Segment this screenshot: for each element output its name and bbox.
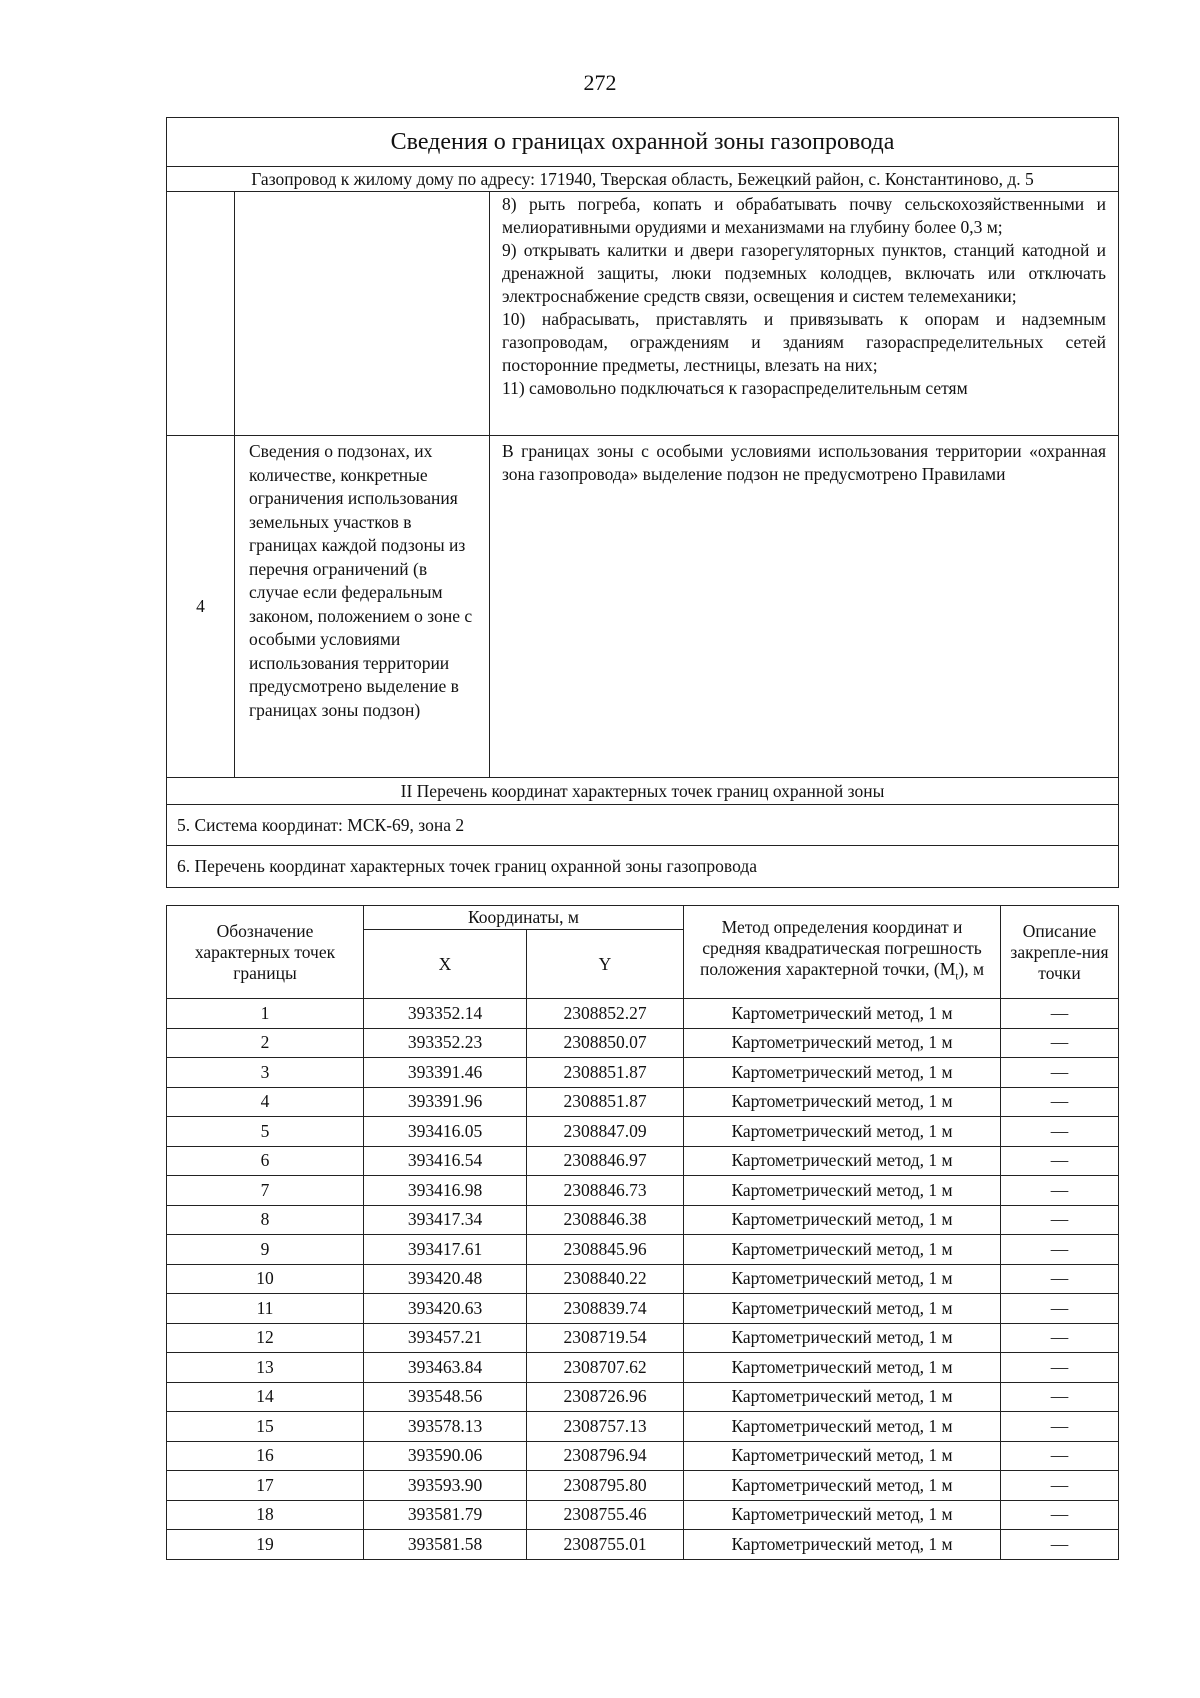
x-coordinate: 393416.98 bbox=[364, 1176, 527, 1206]
restrictions-row bbox=[167, 192, 1119, 436]
point-number: 6 bbox=[167, 1146, 364, 1176]
point-description: — bbox=[1001, 1471, 1119, 1501]
method-cell: Картометрический метод, 1 м bbox=[684, 999, 1001, 1029]
method-cell: Картометрический метод, 1 м bbox=[684, 1500, 1001, 1530]
method-cell: Картометрический метод, 1 м bbox=[684, 1205, 1001, 1235]
x-coordinate: 393416.05 bbox=[364, 1117, 527, 1147]
designation-header: Обозначение характерных точек границы bbox=[167, 906, 364, 999]
point-description: — bbox=[1001, 1441, 1119, 1471]
point-number: 10 bbox=[167, 1264, 364, 1294]
x-coordinate: 393420.63 bbox=[364, 1294, 527, 1324]
address-row bbox=[167, 167, 1119, 192]
restrictions-number-cell bbox=[167, 192, 235, 436]
x-coordinate: 393416.54 bbox=[364, 1146, 527, 1176]
point-number: 14 bbox=[167, 1382, 364, 1412]
method-cell: Картометрический метод, 1 м bbox=[684, 1235, 1001, 1265]
point-description: — bbox=[1001, 999, 1119, 1029]
table-row bbox=[167, 999, 1119, 1029]
point-number: 13 bbox=[167, 1353, 364, 1383]
y-coordinate: 2308851.87 bbox=[527, 1087, 684, 1117]
point-description: — bbox=[1001, 1235, 1119, 1265]
x-coordinate: 393581.79 bbox=[364, 1500, 527, 1530]
restriction-item: 10) набрасывать, приставлять и привязывать к опорам и надземным газопроводам, ограждениям и зданиям газораспределительных сетей посторонние предметы, лестницы, влезать на них; bbox=[502, 309, 1107, 375]
method-header-text-end: ), м bbox=[958, 958, 985, 979]
table-row bbox=[167, 1146, 1119, 1176]
method-cell: Картометрический метод, 1 м bbox=[684, 1176, 1001, 1206]
x-coordinate: 393457.21 bbox=[364, 1323, 527, 1353]
point-number: 12 bbox=[167, 1323, 364, 1353]
y-coordinate: 2308850.07 bbox=[527, 1028, 684, 1058]
method-cell: Картометрический метод, 1 м bbox=[684, 1087, 1001, 1117]
method-cell: Картометрический метод, 1 м bbox=[684, 1058, 1001, 1088]
point-number: 4 bbox=[167, 1087, 364, 1117]
point-description: — bbox=[1001, 1294, 1119, 1324]
point-number: 11 bbox=[167, 1294, 364, 1324]
subzones-label: Сведения о подзонах, их количестве, конкретные ограничения использования земельных участков в границах каждой подзоны из перечня ограничений (в случае если федеральным законом, положением о зоне с особыми условиями использования территории предусмотрено выделение в границах зоны подзон) bbox=[235, 436, 490, 778]
y-coordinate: 2308840.22 bbox=[527, 1264, 684, 1294]
y-coordinate: 2308726.96 bbox=[527, 1382, 684, 1412]
table-row bbox=[167, 1058, 1119, 1088]
point-description: — bbox=[1001, 1530, 1119, 1560]
page-number: 272 bbox=[583, 70, 617, 95]
point-number: 2 bbox=[167, 1028, 364, 1058]
y-coordinate: 2308795.80 bbox=[527, 1471, 684, 1501]
x-coordinate: 393417.34 bbox=[364, 1205, 527, 1235]
y-coordinate: 2308707.62 bbox=[527, 1353, 684, 1383]
x-header: X bbox=[364, 930, 527, 999]
y-coordinate: 2308846.97 bbox=[527, 1146, 684, 1176]
x-coordinate: 393352.23 bbox=[364, 1028, 527, 1058]
table-row bbox=[167, 1235, 1119, 1265]
method-cell: Картометрический метод, 1 м bbox=[684, 1530, 1001, 1560]
point-description: — bbox=[1001, 1353, 1119, 1383]
document-title: Сведения о границах охранной зоны газопровода bbox=[167, 118, 1119, 167]
method-cell: Картометрический метод, 1 м bbox=[684, 1028, 1001, 1058]
point-description: — bbox=[1001, 1205, 1119, 1235]
table-row bbox=[167, 1500, 1119, 1530]
method-cell: Картометрический метод, 1 м bbox=[684, 1353, 1001, 1383]
subzones-value: В границах зоны с особыми условиями использования территории «охранная зона газопровода» выделение подзон не предусмотрено Правилами bbox=[490, 436, 1119, 778]
method-cell: Картометрический метод, 1 м bbox=[684, 1382, 1001, 1412]
x-coordinate: 393578.13 bbox=[364, 1412, 527, 1442]
restriction-item: 11) самовольно подключаться к газораспределительным сетям bbox=[502, 378, 968, 398]
x-coordinate: 393593.90 bbox=[364, 1471, 527, 1501]
method-header bbox=[684, 906, 1001, 999]
y-coordinate: 2308755.01 bbox=[527, 1530, 684, 1560]
section-heading-row bbox=[167, 778, 1119, 805]
point-description: — bbox=[1001, 1146, 1119, 1176]
table-row bbox=[167, 1530, 1119, 1560]
table-row bbox=[167, 1205, 1119, 1235]
coordinate-system: 5. Система координат: МСК-69, зона 2 bbox=[167, 805, 1119, 846]
restrictions-label-cell bbox=[235, 192, 490, 436]
point-number: 18 bbox=[167, 1500, 364, 1530]
table-row bbox=[167, 1441, 1119, 1471]
coordinates-header: Координаты, м bbox=[364, 906, 684, 930]
point-description: — bbox=[1001, 1500, 1119, 1530]
point-number: 17 bbox=[167, 1471, 364, 1501]
table-row bbox=[167, 1176, 1119, 1206]
x-coordinate: 393463.84 bbox=[364, 1353, 527, 1383]
method-header-subscript: t bbox=[955, 970, 959, 983]
y-coordinate: 2308846.73 bbox=[527, 1176, 684, 1206]
point-number: 16 bbox=[167, 1441, 364, 1471]
x-coordinate: 393352.14 bbox=[364, 999, 527, 1029]
point-description: — bbox=[1001, 1058, 1119, 1088]
x-coordinate: 393391.96 bbox=[364, 1087, 527, 1117]
table-row bbox=[167, 1412, 1119, 1442]
method-cell: Картометрический метод, 1 м bbox=[684, 1146, 1001, 1176]
subzones-row bbox=[167, 436, 1119, 778]
table-row bbox=[167, 1294, 1119, 1324]
point-number: 7 bbox=[167, 1176, 364, 1206]
x-coordinate: 393420.48 bbox=[364, 1264, 527, 1294]
method-cell: Картометрический метод, 1 м bbox=[684, 1117, 1001, 1147]
method-header-text: Метод определения координат и средняя квадратическая погрешность положения характерной точки, (M bbox=[699, 916, 982, 979]
description-header: Описание закрепле-ния точки bbox=[1001, 906, 1119, 999]
x-coordinate: 393581.58 bbox=[364, 1530, 527, 1560]
coordinates-table-body bbox=[167, 999, 1119, 1560]
section-2-heading: II Перечень координат характерных точек границ охранной зоны bbox=[167, 778, 1119, 805]
point-description: — bbox=[1001, 1323, 1119, 1353]
point-number: 5 bbox=[167, 1117, 364, 1147]
y-coordinate: 2308839.74 bbox=[527, 1294, 684, 1324]
y-header: Y bbox=[527, 930, 684, 999]
coordinates-table bbox=[166, 905, 1119, 1560]
point-number: 15 bbox=[167, 1412, 364, 1442]
y-coordinate: 2308846.38 bbox=[527, 1205, 684, 1235]
method-cell: Картометрический метод, 1 м bbox=[684, 1323, 1001, 1353]
row-number: 4 bbox=[167, 436, 235, 778]
point-description: — bbox=[1001, 1382, 1119, 1412]
y-coordinate: 2308755.46 bbox=[527, 1500, 684, 1530]
point-number: 1 bbox=[167, 999, 364, 1029]
gas-pipeline-address: Газопровод к жилому дому по адресу: 171940, Тверская область, Бежецкий район, с. Константиново, д. 5 bbox=[167, 167, 1119, 192]
table-row bbox=[167, 1264, 1119, 1294]
points-heading-row bbox=[167, 846, 1119, 888]
title-row bbox=[167, 118, 1119, 167]
table-row bbox=[167, 1117, 1119, 1147]
point-description: — bbox=[1001, 1087, 1119, 1117]
method-cell: Картометрический метод, 1 м bbox=[684, 1441, 1001, 1471]
coord-system-row bbox=[167, 805, 1119, 846]
y-coordinate: 2308757.13 bbox=[527, 1412, 684, 1442]
point-description: — bbox=[1001, 1264, 1119, 1294]
zone-info-table bbox=[166, 117, 1119, 888]
table-row bbox=[167, 1471, 1119, 1501]
point-description: — bbox=[1001, 1176, 1119, 1206]
y-coordinate: 2308796.94 bbox=[527, 1441, 684, 1471]
point-description: — bbox=[1001, 1028, 1119, 1058]
x-coordinate: 393548.56 bbox=[364, 1382, 527, 1412]
table-row bbox=[167, 1353, 1119, 1383]
table-row bbox=[167, 1028, 1119, 1058]
y-coordinate: 2308845.96 bbox=[527, 1235, 684, 1265]
y-coordinate: 2308852.27 bbox=[527, 999, 684, 1029]
point-number: 8 bbox=[167, 1205, 364, 1235]
table-row bbox=[167, 1323, 1119, 1353]
method-cell: Картометрический метод, 1 м bbox=[684, 1264, 1001, 1294]
point-description: — bbox=[1001, 1412, 1119, 1442]
y-coordinate: 2308851.87 bbox=[527, 1058, 684, 1088]
x-coordinate: 393590.06 bbox=[364, 1441, 527, 1471]
x-coordinate: 393391.46 bbox=[364, 1058, 527, 1088]
table-row bbox=[167, 1087, 1119, 1117]
y-coordinate: 2308719.54 bbox=[527, 1323, 684, 1353]
coordinates-header-row bbox=[167, 906, 1119, 930]
point-number: 9 bbox=[167, 1235, 364, 1265]
restrictions-list bbox=[490, 192, 1119, 436]
points-list-heading: 6. Перечень координат характерных точек границ охранной зоны газопровода bbox=[167, 846, 1119, 888]
method-cell: Картометрический метод, 1 м bbox=[684, 1412, 1001, 1442]
method-cell: Картометрический метод, 1 м bbox=[684, 1471, 1001, 1501]
y-coordinate: 2308847.09 bbox=[527, 1117, 684, 1147]
point-number: 3 bbox=[167, 1058, 364, 1088]
table-row bbox=[167, 1382, 1119, 1412]
method-cell: Картометрический метод, 1 м bbox=[684, 1294, 1001, 1324]
point-number: 19 bbox=[167, 1530, 364, 1560]
restriction-item: 9) открывать калитки и двери газорегуляторных пунктов, станций катодной и дренажной защиты, люки подземных колодцев, включать или отключать электроснабжение средств связи, освещения и систем телемеханики; bbox=[502, 240, 1107, 306]
x-coordinate: 393417.61 bbox=[364, 1235, 527, 1265]
restriction-item: 8) рыть погреба, копать и обрабатывать почву сельскохозяйственными и мелиоративными орудиями и механизмами на глубину более 0,3 м; bbox=[502, 194, 1107, 237]
point-description: — bbox=[1001, 1117, 1119, 1147]
